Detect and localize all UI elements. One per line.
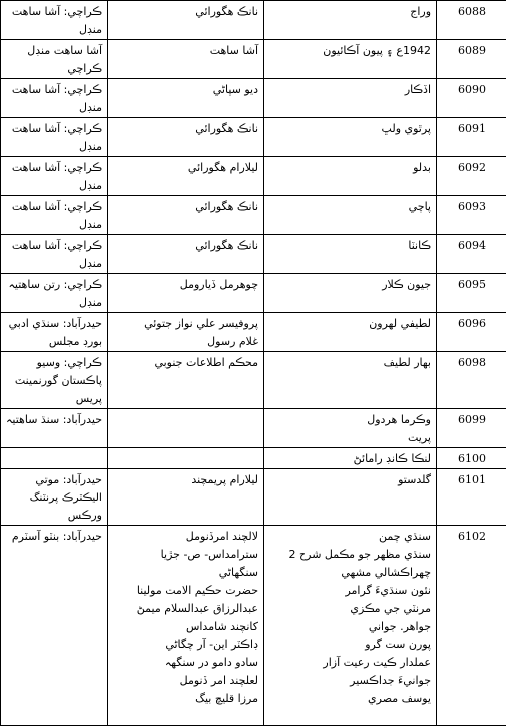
publisher-line: ورڪس xyxy=(6,507,102,525)
title-cell xyxy=(264,235,437,274)
publisher-cell xyxy=(1,157,108,196)
entry-number: 6095 xyxy=(442,276,502,294)
title-line: اڏڪار xyxy=(269,81,431,99)
author-line: ليلارام هگورائي xyxy=(113,159,258,177)
publisher-line: حيدرآباد: موتي xyxy=(6,471,102,489)
entry-number-cell xyxy=(437,157,506,196)
catalog-row xyxy=(1,196,506,235)
author-line: کانچند شامداس xyxy=(113,618,258,636)
publisher-line: پاڪستان گورنمينٽ xyxy=(6,372,102,390)
entry-number-cell xyxy=(437,313,506,352)
title-line: لطيفي لهرون xyxy=(269,315,431,333)
catalog-row xyxy=(1,526,506,726)
publisher-line: ڪراچي: آشا ساهت xyxy=(6,198,102,216)
title-line: نئون سنڌيءَ گرامر xyxy=(269,582,431,600)
title-line: وڪرما هردول xyxy=(269,411,431,429)
entry-number: 6093 xyxy=(442,198,502,216)
title-line: بهار لطيف xyxy=(269,354,431,372)
publisher-line: ڪراچي xyxy=(6,60,102,78)
publisher-cell xyxy=(1,118,108,157)
entry-number: 6088 xyxy=(442,3,502,21)
publisher-line: منڊل xyxy=(6,138,102,156)
author-line: غلام رسول xyxy=(113,333,258,351)
entry-number: 6090 xyxy=(442,81,502,99)
publisher-line: منڊل xyxy=(6,294,102,312)
publisher-line: ڪراچي: رتن ساهتيہ xyxy=(6,276,102,294)
title-line: پورن ست گرو xyxy=(269,636,431,654)
publisher-cell xyxy=(1,40,108,79)
publisher-line: منڊل xyxy=(6,255,102,273)
catalog-row xyxy=(1,352,506,409)
title-line: يوسف مصري xyxy=(269,690,431,708)
author-cell xyxy=(108,526,264,726)
title-cell xyxy=(264,1,437,40)
author-cell xyxy=(108,469,264,526)
catalog-table-body xyxy=(1,1,506,726)
title-cell xyxy=(264,196,437,235)
catalog-row xyxy=(1,448,506,469)
entry-number-cell xyxy=(437,118,506,157)
author-line: نانڪ هگورائي xyxy=(113,3,258,21)
title-line: 1942ع ۽ پيون آڪائيون xyxy=(269,42,431,60)
author-line: پروفيسر علي نواز جتوئي xyxy=(113,315,258,333)
entry-number: 6099 xyxy=(442,411,502,429)
author-cell xyxy=(108,118,264,157)
entry-number: 6096 xyxy=(442,315,502,333)
author-cell xyxy=(108,409,264,448)
publisher-line: ڪراچي: آشا ساهت xyxy=(6,159,102,177)
author-cell xyxy=(108,313,264,352)
catalog-row xyxy=(1,1,506,40)
title-line: بدلو xyxy=(269,159,431,177)
publisher-line: حيدرآباد: سنڌي ادبي xyxy=(6,315,102,333)
author-cell xyxy=(108,235,264,274)
author-line: نانڪ هگورائي xyxy=(113,120,258,138)
author-line: چوهرمل ڏيارومل xyxy=(113,276,258,294)
publisher-line: ڪراچي: آشا ساهت xyxy=(6,3,102,21)
title-line: پاچي xyxy=(269,198,431,216)
author-line: سادو دامو در سنگهہ xyxy=(113,654,258,672)
author-line: لالچند امرڏنومل xyxy=(113,528,258,546)
publisher-cell xyxy=(1,469,108,526)
title-line: جواهر. جواني xyxy=(269,618,431,636)
author-line: ديو سپاڻي xyxy=(113,81,258,99)
author-cell xyxy=(108,40,264,79)
entry-number-cell xyxy=(437,79,506,118)
author-line: نانڪ هگورائي xyxy=(113,198,258,216)
publisher-cell xyxy=(1,409,108,448)
publisher-cell xyxy=(1,79,108,118)
publisher-line: منڊل xyxy=(6,177,102,195)
author-cell xyxy=(108,79,264,118)
catalog-row xyxy=(1,118,506,157)
title-cell xyxy=(264,40,437,79)
publisher-cell xyxy=(1,352,108,409)
title-line: جوانيءَ جداڪسير xyxy=(269,672,431,690)
title-line: چهراڪشالي مشهي xyxy=(269,564,431,582)
author-line: سنگهاڻي xyxy=(113,564,258,582)
title-cell xyxy=(264,469,437,526)
author-line: محڪم اطلاعات جنوبي xyxy=(113,354,258,372)
author-line: ڊاڪٽر اين- آر چگاڻي xyxy=(113,636,258,654)
author-line: حضرت حڪيم الامت مولينا xyxy=(113,582,258,600)
entry-number-cell xyxy=(437,352,506,409)
publisher-line: بورڊ مجلس xyxy=(6,333,102,351)
publisher-line: ڪراچي: آشا ساهت xyxy=(6,81,102,99)
title-line: لنڪا ڪانڊ رامائڻ xyxy=(269,450,431,468)
title-line: پرٿوي ولڀ xyxy=(269,120,431,138)
entry-number: 6092 xyxy=(442,159,502,177)
publisher-cell xyxy=(1,313,108,352)
publisher-line: منڊل xyxy=(6,216,102,234)
author-line: سترامداس- ص- جڙيا xyxy=(113,546,258,564)
entry-number: 6094 xyxy=(442,237,502,255)
entry-number-cell xyxy=(437,469,506,526)
title-cell xyxy=(264,448,437,469)
author-cell xyxy=(108,352,264,409)
catalog-row xyxy=(1,313,506,352)
publisher-cell xyxy=(1,235,108,274)
catalog-row xyxy=(1,157,506,196)
entry-number-cell xyxy=(437,448,506,469)
catalog-row xyxy=(1,469,506,526)
publisher-line: ڪراچي: وسيو xyxy=(6,354,102,372)
entry-number: 6089 xyxy=(442,42,502,60)
publisher-cell xyxy=(1,274,108,313)
publisher-line: حيدرآباد: بنٽو آسٽرم xyxy=(6,528,102,546)
author-cell xyxy=(108,196,264,235)
publisher-cell xyxy=(1,196,108,235)
title-cell xyxy=(264,157,437,196)
publisher-line: ڪراچي: آشا ساهت xyxy=(6,237,102,255)
catalog-row xyxy=(1,235,506,274)
entry-number-cell xyxy=(437,409,506,448)
title-cell xyxy=(264,409,437,448)
title-line: مرنٽي جي مڪزي xyxy=(269,600,431,618)
catalog-row xyxy=(1,40,506,79)
title-cell xyxy=(264,526,437,726)
entry-number-cell xyxy=(437,40,506,79)
title-line: جيون ڪلار xyxy=(269,276,431,294)
publisher-line: اليڪٽرڪ پرنٽنگ xyxy=(6,489,102,507)
entry-number: 6102 xyxy=(442,528,502,546)
author-line: ليلارام پريمچند xyxy=(113,471,258,489)
title-line: سنڌي مظهر جو مڪمل شرح 2 xyxy=(269,546,431,564)
entry-number: 6100 xyxy=(442,450,502,468)
author-line: آشا ساهت xyxy=(113,42,258,60)
catalog-row xyxy=(1,274,506,313)
entry-number-cell xyxy=(437,1,506,40)
title-line: پريت xyxy=(269,429,431,447)
catalog-row xyxy=(1,79,506,118)
author-line: لعلچند امر ڏنومل xyxy=(113,672,258,690)
entry-number-cell xyxy=(437,274,506,313)
title-line: ڪانٽا xyxy=(269,237,431,255)
publisher-line: آشا ساهت منڊل xyxy=(6,42,102,60)
author-line: مرزا قليچ بيگ xyxy=(113,690,258,708)
entry-number-cell xyxy=(437,526,506,726)
title-line: سنڌي چمن xyxy=(269,528,431,546)
entry-number: 6091 xyxy=(442,120,502,138)
entry-number-cell xyxy=(437,196,506,235)
publisher-line: پريس xyxy=(6,390,102,408)
author-cell xyxy=(108,274,264,313)
title-cell xyxy=(264,79,437,118)
entry-number: 6098 xyxy=(442,354,502,372)
publisher-line: منڊل xyxy=(6,99,102,117)
title-line: گلدستو xyxy=(269,471,431,489)
catalog-row xyxy=(1,409,506,448)
title-line: وراج xyxy=(269,3,431,21)
entry-number: 6101 xyxy=(442,471,502,489)
entry-number-cell xyxy=(437,235,506,274)
publisher-line: حيدرآباد: سنڌ ساهتيہ xyxy=(6,411,102,429)
author-cell xyxy=(108,1,264,40)
title-cell xyxy=(264,274,437,313)
publisher-cell xyxy=(1,526,108,726)
author-cell xyxy=(108,448,264,469)
author-line: نانڪ هگورائي xyxy=(113,237,258,255)
publisher-line: ڪراچي: آشا ساهت xyxy=(6,120,102,138)
author-line: عبدالرزاق عبدالسلام ميمڻ xyxy=(113,600,258,618)
title-cell xyxy=(264,352,437,409)
title-cell xyxy=(264,313,437,352)
author-cell xyxy=(108,157,264,196)
publisher-cell xyxy=(1,1,108,40)
title-cell xyxy=(264,118,437,157)
publisher-cell xyxy=(1,448,108,469)
publisher-line: منڊل xyxy=(6,21,102,39)
title-line: عملدار ڪيت رعيت آزار xyxy=(269,654,431,672)
